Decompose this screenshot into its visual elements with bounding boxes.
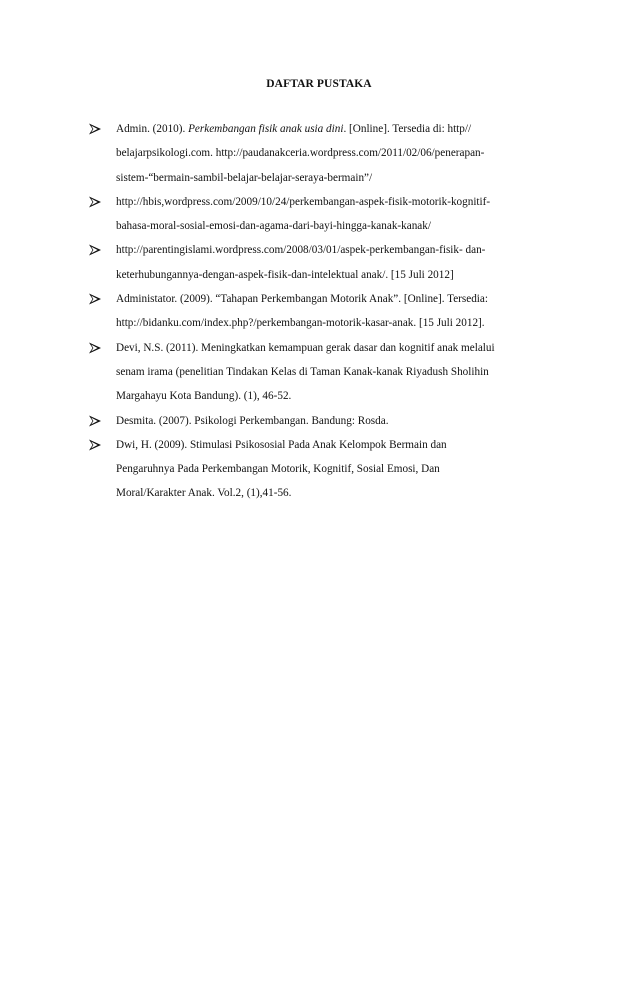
arrowhead-bullet-icon <box>88 293 102 305</box>
reference-line <box>116 409 568 433</box>
reference-item <box>88 287 568 336</box>
reference-line <box>116 238 568 262</box>
reference-line <box>116 481 568 505</box>
arrowhead-bullet-icon <box>88 244 102 256</box>
reference-line <box>116 166 568 190</box>
reference-line <box>116 117 568 141</box>
arrowhead-bullet-icon <box>88 196 102 208</box>
arrowhead-bullet-icon <box>88 123 102 135</box>
reference-line <box>116 263 568 287</box>
reference-line <box>116 311 568 335</box>
reference-text: belajarpsikologi.com. http://paudanakceria.wordpress.com/2011/02/06/penerapan- <box>116 147 485 160</box>
page-title: DAFTAR PUSTAKA <box>266 78 372 90</box>
reference-line <box>116 457 568 481</box>
reference-item <box>88 433 568 506</box>
reference-text: Desmita. (2007). Psikologi Perkembangan. Bandung: Rosda. <box>116 414 389 427</box>
reference-text: . [Online]. Tersedia di: http// <box>343 123 472 135</box>
reference-text: Moral/Karakter Anak. Vol.2, (1),41-56. <box>116 487 292 500</box>
reference-item <box>88 190 568 239</box>
arrowhead-bullet-icon <box>88 439 102 451</box>
reference-line <box>116 141 568 165</box>
reference-text: http://parentingislami.wordpress.com/2008/03/01/aspek-perkembangan-fisik- dan- <box>116 244 486 257</box>
reference-title-italic: Perkembangan fisik anak usia dini <box>188 123 344 135</box>
arrowhead-bullet-icon <box>88 342 102 354</box>
reference-text: http://hbis,wordpress.com/2009/10/24/perkembangan-aspek-fisik-motorik-kognitif- <box>116 195 491 208</box>
reference-text: Dwi, H. (2009). Stimulasi Psikososial Pada Anak Kelompok Bermain dan <box>116 438 447 451</box>
reference-item <box>88 336 568 409</box>
reference-line <box>116 360 568 384</box>
reference-text: Administator. (2009). “Tahapan Perkembangan Motorik Anak”. [Online]. Tersedia: <box>116 293 488 306</box>
reference-item <box>88 117 568 190</box>
reference-text: http://bidanku.com/index.php?/perkembangan-motorik-kasar-anak. [15 Juli 2012]. <box>116 317 485 330</box>
reference-text: Margahayu Kota Bandung). (1), 46-52. <box>116 390 292 403</box>
reference-text: Devi, N.S. (2011). Meningkatkan kemampuan gerak dasar dan kognitif anak melalui <box>116 341 495 354</box>
reference-text: keterhubungannya-dengan-aspek-fisik-dan-intelektual anak/. [15 Juli 2012] <box>116 268 454 281</box>
reference-line <box>116 214 568 238</box>
reference-line <box>116 287 568 311</box>
reference-text: Pengaruhnya Pada Perkembangan Motorik, Kognitif, Sosial Emosi, Dan <box>116 463 440 476</box>
reference-text: sistem-“bermain-sambil-belajar-belajar-seraya-bermain”/ <box>116 171 373 184</box>
reference-item <box>88 409 568 433</box>
reference-line <box>116 384 568 408</box>
reference-line <box>116 433 568 457</box>
reference-line <box>116 190 568 214</box>
arrowhead-bullet-icon <box>88 415 102 427</box>
reference-item <box>88 238 568 287</box>
reference-text: bahasa-moral-sosial-emosi-dan-agama-dari-bayi-hingga-kanak-kanak/ <box>116 220 431 233</box>
reference-text: senam irama (penelitian Tindakan Kelas di Taman Kanak-kanak Riyadush Sholihin <box>116 365 489 378</box>
reference-list <box>88 117 568 506</box>
reference-line <box>116 336 568 360</box>
reference-text: Admin. (2010). <box>116 123 189 135</box>
